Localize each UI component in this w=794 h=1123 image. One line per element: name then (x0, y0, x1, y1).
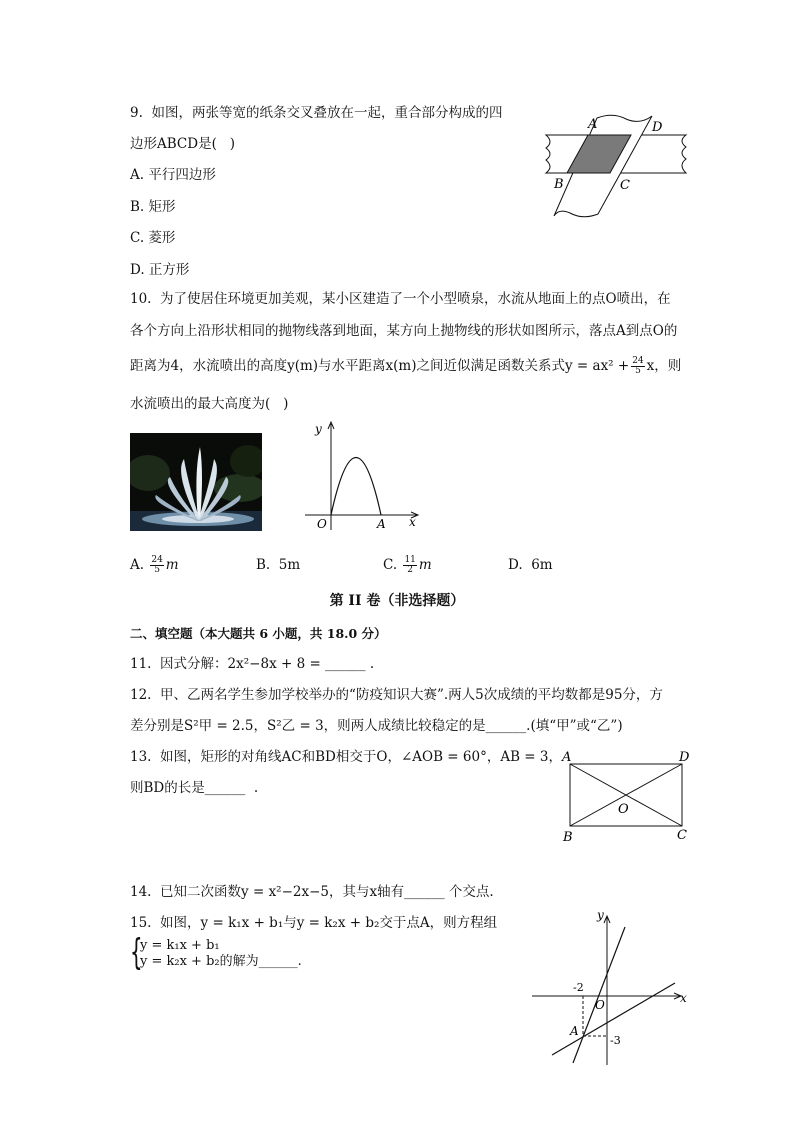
graph-label-x: x (409, 515, 416, 529)
q10-line3-a: 距离为4，水流喷出的高度y(m)与水平距离x(m)之间近似满足函数关系式y = ax² + (130, 358, 630, 374)
q10-fraction: $\frac{24}{5}$ (632, 356, 644, 376)
label-c: C (620, 178, 630, 193)
q10-parabola-graph (305, 420, 425, 535)
q10-line3 (130, 357, 681, 376)
q9-option-b: B. 矩形 (130, 199, 176, 215)
q9-line1: 9. 如图，两张等宽的纸条交叉叠放在一起，重合部分构成的四 (130, 105, 503, 121)
label-o: O (618, 802, 629, 817)
fountain-photo (130, 433, 262, 531)
q10-option-d: D. 6m (508, 557, 553, 573)
graph-label-y: y (315, 422, 322, 436)
graph-label-a: A (570, 1024, 579, 1038)
q10-option-c: C. $\frac{11}{2}$ m (383, 555, 432, 575)
q13-line2: 则BD的长是______ . (130, 780, 259, 796)
parabola-curve (331, 458, 381, 516)
q9-paper-strips-figure (540, 110, 690, 220)
graph-label-a: A (377, 517, 386, 531)
graph-label-minus3: -3 (610, 1034, 621, 1047)
q10-line2: 各个方向上沿形状相同的抛物线落到地面，某方向上抛物线的形状如图所示，落点A到点O的 (130, 323, 678, 339)
graph-label-o: O (317, 517, 327, 531)
section-subtitle: 二、填空题（本大题共 6 小题，共 18.0 分） (130, 626, 387, 641)
q10-line1: 10. 为了使居住环境更加美观，某小区建造了一个小型喷泉，水流从地面上的点O喷出，在 (130, 291, 671, 307)
graph-label-o: O (595, 998, 605, 1012)
q10-line3-b: x，则 (646, 358, 682, 374)
label-c: C (677, 828, 687, 843)
q15-line-graph (530, 905, 695, 1070)
q9-option-c: C. 菱形 (130, 230, 176, 246)
q13-line1: 13. 如图，矩形的对角线AC和BD相交于O，∠AOB = 60°，AB = 3， (130, 749, 562, 765)
q9-option-d: D. 正方形 (130, 262, 190, 278)
label-d: D (679, 750, 690, 765)
equation-2: y = k₂x + b₂的解为______. (140, 954, 302, 969)
q11: 11. 因式分解：2x²−8x + 8 = ______ . (130, 656, 375, 672)
q12-line1: 12. 甲、乙两名学生参加学校举办的“防疫知识大赛”.两人5次成绩的平均数都是95分，方 (130, 687, 663, 703)
label-b: B (563, 830, 573, 845)
section-title: 第 II 卷（非选择题） (329, 593, 465, 609)
q13-rectangle-figure (560, 748, 700, 848)
q10-option-b: B. 5m (256, 557, 301, 573)
q12-line2: 差分别是S²甲 = 2.5，S²乙 = 3，则两人成绩比较稳定的是______.(填“甲”或“乙”) (130, 718, 623, 734)
q14: 14. 已知二次函数y = x²−2x−5，其与x轴有______ 个交点. (130, 884, 494, 900)
system-brace: { (130, 932, 143, 973)
label-a: A (588, 117, 598, 132)
equation-system (130, 938, 302, 970)
graph-label-y: y (597, 908, 604, 922)
label-b: B (554, 177, 564, 192)
q10-line4: 水流喷出的最大高度为( ) (130, 396, 289, 412)
q9-line2: 边形ABCD是( ) (130, 136, 235, 152)
label-a: A (562, 750, 572, 765)
label-d: D (652, 120, 663, 135)
q9-option-a: A. 平行四边形 (130, 167, 216, 183)
q15-line1: 15. 如图，y = k₁x + b₁与y = k₂x + b₂交于点A，则方程组 (130, 915, 498, 931)
equation-1: y = k₁x + b₁ (140, 938, 220, 953)
graph-label-x: x (680, 991, 687, 1005)
graph-label-minus2: -2 (573, 981, 584, 994)
q10-option-a: A. $\frac{24}{5}$ m (130, 555, 179, 575)
